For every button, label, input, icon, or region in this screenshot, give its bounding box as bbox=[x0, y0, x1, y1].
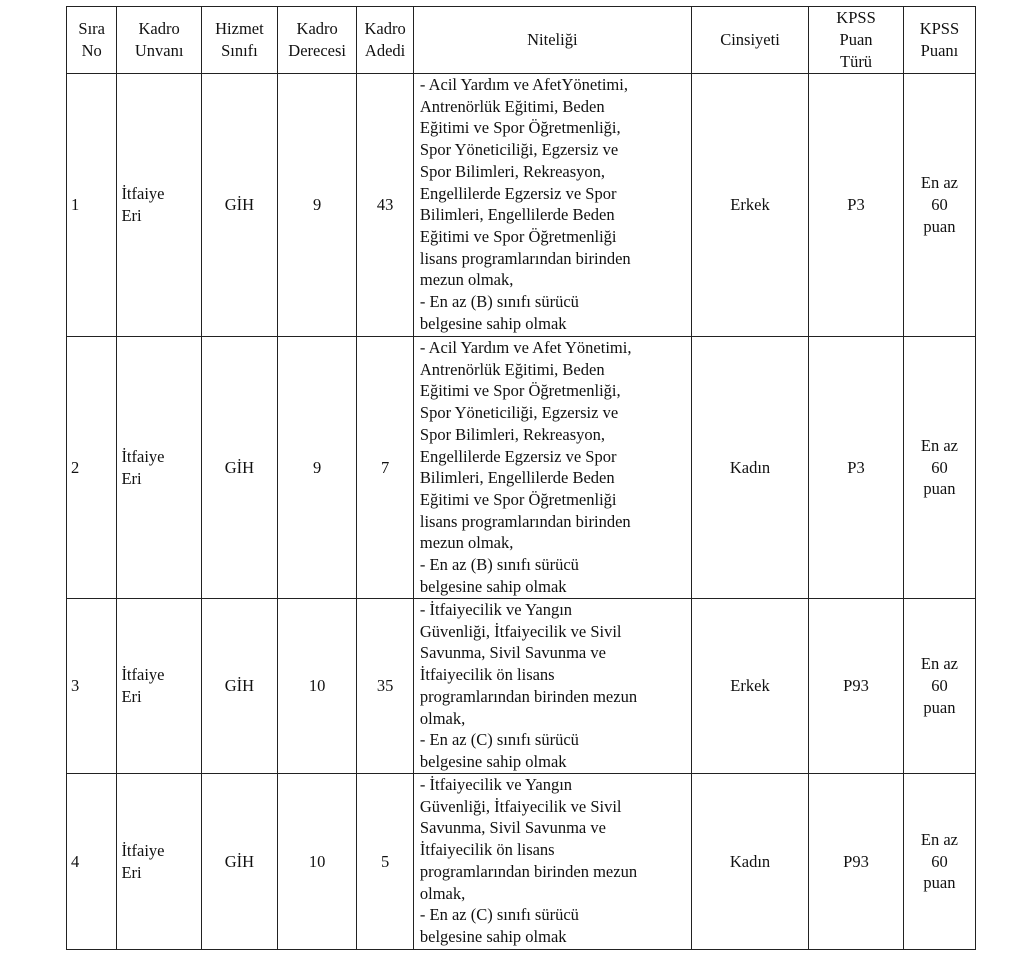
nitelik-line: Bilimleri, Engellilerde Beden bbox=[419, 468, 615, 488]
cell-kadro-unvani bbox=[117, 74, 201, 337]
cell-niteligi bbox=[413, 599, 691, 774]
puan-line: En az bbox=[920, 173, 958, 193]
nitelik-line: belgesine sahip olmak bbox=[419, 751, 567, 771]
unvan-line: İtfaiye bbox=[121, 665, 165, 685]
header-text: Kadro bbox=[138, 19, 180, 39]
unvan-line: Eri bbox=[121, 468, 142, 488]
nitelik-line: - İtfaiyecilik ve Yangın bbox=[419, 775, 573, 794]
nitelik-line: Spor Bilimleri, Rekreasyon, bbox=[419, 161, 606, 181]
unvan-line: Eri bbox=[121, 206, 142, 225]
nitelik-line: Spor Bilimleri, Rekreasyon, bbox=[419, 424, 606, 444]
cell-kpss-puani bbox=[903, 774, 975, 950]
cell-kpss-puani bbox=[903, 74, 975, 337]
header-text: Türü bbox=[839, 51, 873, 71]
unvan-line: İtfaiye bbox=[121, 184, 165, 204]
cell-kadro-unvani bbox=[117, 337, 201, 599]
nitelik-line: - Acil Yardım ve AfetYönetimi, bbox=[419, 75, 628, 94]
cell-niteligi bbox=[413, 74, 691, 337]
cell-sira-no: 3 bbox=[67, 599, 117, 774]
cell-sira-no: 4 bbox=[67, 774, 117, 950]
nitelik-line: lisans programlarından birinden bbox=[419, 248, 631, 268]
nitelik-line: belgesine sahip olmak bbox=[419, 313, 567, 333]
nitelik-line: Savunma, Sivil Savunma ve bbox=[419, 818, 606, 838]
cell-cinsiyeti: Kadın bbox=[691, 774, 808, 950]
nitelik-line: Antrenörlük Eğitimi, Beden bbox=[419, 96, 605, 116]
header-text: Puanı bbox=[920, 41, 959, 60]
nitelik-line: programlarından birinden mezun bbox=[419, 686, 638, 706]
header-kpss-puani bbox=[903, 7, 975, 74]
header-niteligi bbox=[413, 7, 691, 74]
cell-kpss-puan-turu: P3 bbox=[809, 337, 904, 599]
cell-sira-no: 1 bbox=[67, 74, 117, 337]
header-cinsiyeti bbox=[691, 7, 808, 74]
header-text: Cinsiyeti bbox=[720, 30, 780, 50]
nitelik-line: - En az (C) sınıfı sürücü bbox=[419, 905, 579, 925]
puan-line: 60 bbox=[931, 195, 948, 215]
nitelik-line: lisans programlarından birinden bbox=[419, 511, 631, 531]
unvan-line: İtfaiye bbox=[121, 446, 165, 466]
kadro-table bbox=[66, 6, 976, 950]
puan-line: 60 bbox=[931, 851, 948, 871]
unvan-line: Eri bbox=[121, 862, 142, 882]
cell-sira-no: 2 bbox=[67, 337, 117, 599]
cell-kadro-adedi: 5 bbox=[357, 774, 414, 950]
cell-niteligi bbox=[413, 337, 691, 599]
cell-hizmet-sinifi: GİH bbox=[201, 599, 277, 774]
nitelik-line: belgesine sahip olmak bbox=[419, 576, 567, 596]
puan-line: En az bbox=[920, 829, 958, 849]
cell-kadro-unvani bbox=[117, 774, 201, 950]
cell-cinsiyeti: Kadın bbox=[691, 337, 808, 599]
header-text: Derecesi bbox=[288, 41, 346, 60]
header-text: Unvanı bbox=[134, 41, 184, 60]
nitelik-line: Eğitimi ve Spor Öğretmenliği bbox=[419, 226, 617, 246]
header-sira-no bbox=[67, 7, 117, 74]
cell-kadro-derecesi: 10 bbox=[278, 599, 357, 774]
puan-line: En az bbox=[920, 654, 958, 674]
cell-kadro-adedi: 35 bbox=[357, 599, 414, 774]
table-row bbox=[67, 774, 976, 950]
nitelik-line: - En az (C) sınıfı sürücü bbox=[419, 730, 579, 750]
cell-kadro-adedi: 7 bbox=[357, 337, 414, 599]
header-text: Hizmet bbox=[215, 19, 264, 39]
header-text: Puan bbox=[839, 30, 873, 50]
nitelik-line: Spor Yöneticiliği, Egzersiz ve bbox=[419, 403, 619, 423]
header-text: No bbox=[81, 41, 102, 60]
nitelik-line: Eğitimi ve Spor Öğretmenliği, bbox=[419, 118, 621, 138]
puan-line: En az bbox=[920, 435, 958, 455]
cell-hizmet-sinifi: GİH bbox=[201, 74, 277, 337]
header-text: Kadro bbox=[296, 19, 338, 39]
nitelik-line: Bilimleri, Engellilerde Beden bbox=[419, 205, 615, 225]
header-kpss-puan-turu bbox=[809, 7, 904, 74]
header-kadro-unvani bbox=[117, 7, 201, 74]
nitelik-line: Engellilerde Egzersiz ve Spor bbox=[419, 446, 617, 466]
cell-kadro-unvani bbox=[117, 599, 201, 774]
cell-kadro-derecesi: 9 bbox=[278, 74, 357, 337]
header-text: KPSS bbox=[919, 19, 960, 39]
table-row bbox=[67, 74, 976, 337]
header-text: KPSS bbox=[836, 8, 876, 28]
cell-kpss-puani bbox=[903, 337, 975, 599]
header-kadro-adedi bbox=[357, 7, 414, 74]
nitelik-line: - İtfaiyecilik ve Yangın bbox=[419, 600, 573, 619]
puan-line: puan bbox=[923, 216, 956, 236]
header-row bbox=[67, 7, 976, 74]
nitelik-line: mezun olmak, bbox=[419, 270, 514, 290]
header-text: Sıra bbox=[78, 19, 106, 39]
nitelik-line: Eğitimi ve Spor Öğretmenliği, bbox=[419, 381, 621, 401]
puan-line: puan bbox=[923, 697, 956, 717]
nitelik-line: İtfaiyecilik ön lisans bbox=[419, 840, 555, 860]
nitelik-line: Güvenliği, İtfaiyecilik ve Sivil bbox=[419, 796, 622, 816]
cell-kpss-puan-turu: P93 bbox=[809, 599, 904, 774]
nitelik-line: Güvenliği, İtfaiyecilik ve Sivil bbox=[419, 621, 622, 641]
unvan-line: İtfaiye bbox=[121, 840, 165, 860]
header-text: Adedi bbox=[364, 41, 406, 60]
header-hizmet-sinifi bbox=[201, 7, 277, 74]
nitelik-line: Savunma, Sivil Savunma ve bbox=[419, 643, 606, 663]
cell-kpss-puani bbox=[903, 599, 975, 774]
cell-cinsiyeti: Erkek bbox=[691, 599, 808, 774]
cell-niteligi bbox=[413, 774, 691, 950]
header-text: Niteliği bbox=[527, 30, 578, 50]
nitelik-line: - Acil Yardım ve Afet Yönetimi, bbox=[419, 338, 632, 357]
table-row bbox=[67, 337, 976, 599]
cell-hizmet-sinifi: GİH bbox=[201, 337, 277, 599]
nitelik-line: - En az (B) sınıfı sürücü bbox=[419, 292, 579, 312]
nitelik-line: belgesine sahip olmak bbox=[419, 926, 567, 946]
table-row bbox=[67, 599, 976, 774]
puan-line: puan bbox=[923, 479, 956, 499]
nitelik-line: Spor Yöneticiliği, Egzersiz ve bbox=[419, 140, 619, 160]
nitelik-line: Antrenörlük Eğitimi, Beden bbox=[419, 359, 605, 379]
puan-line: puan bbox=[923, 873, 956, 893]
cell-kadro-derecesi: 10 bbox=[278, 774, 357, 950]
unvan-line: Eri bbox=[121, 687, 142, 706]
cell-kadro-adedi: 43 bbox=[357, 74, 414, 337]
nitelik-line: mezun olmak, bbox=[419, 533, 514, 553]
header-kadro-derecesi bbox=[278, 7, 357, 74]
cell-kpss-puan-turu: P3 bbox=[809, 74, 904, 337]
cell-kpss-puan-turu: P93 bbox=[809, 774, 904, 950]
puan-line: 60 bbox=[931, 676, 948, 696]
puan-line: 60 bbox=[931, 457, 948, 477]
nitelik-line: olmak, bbox=[419, 883, 466, 903]
nitelik-line: Eğitimi ve Spor Öğretmenliği bbox=[419, 489, 617, 509]
cell-cinsiyeti: Erkek bbox=[691, 74, 808, 337]
header-text: Kadro bbox=[364, 19, 406, 39]
cell-hizmet-sinifi: GİH bbox=[201, 774, 277, 950]
nitelik-line: olmak, bbox=[419, 708, 466, 728]
cell-kadro-derecesi: 9 bbox=[278, 337, 357, 599]
nitelik-line: Engellilerde Egzersiz ve Spor bbox=[419, 183, 617, 203]
nitelik-line: programlarından birinden mezun bbox=[419, 861, 638, 881]
nitelik-line: - En az (B) sınıfı sürücü bbox=[419, 555, 579, 575]
header-text: Sınıfı bbox=[221, 41, 258, 60]
nitelik-line: İtfaiyecilik ön lisans bbox=[419, 665, 555, 685]
